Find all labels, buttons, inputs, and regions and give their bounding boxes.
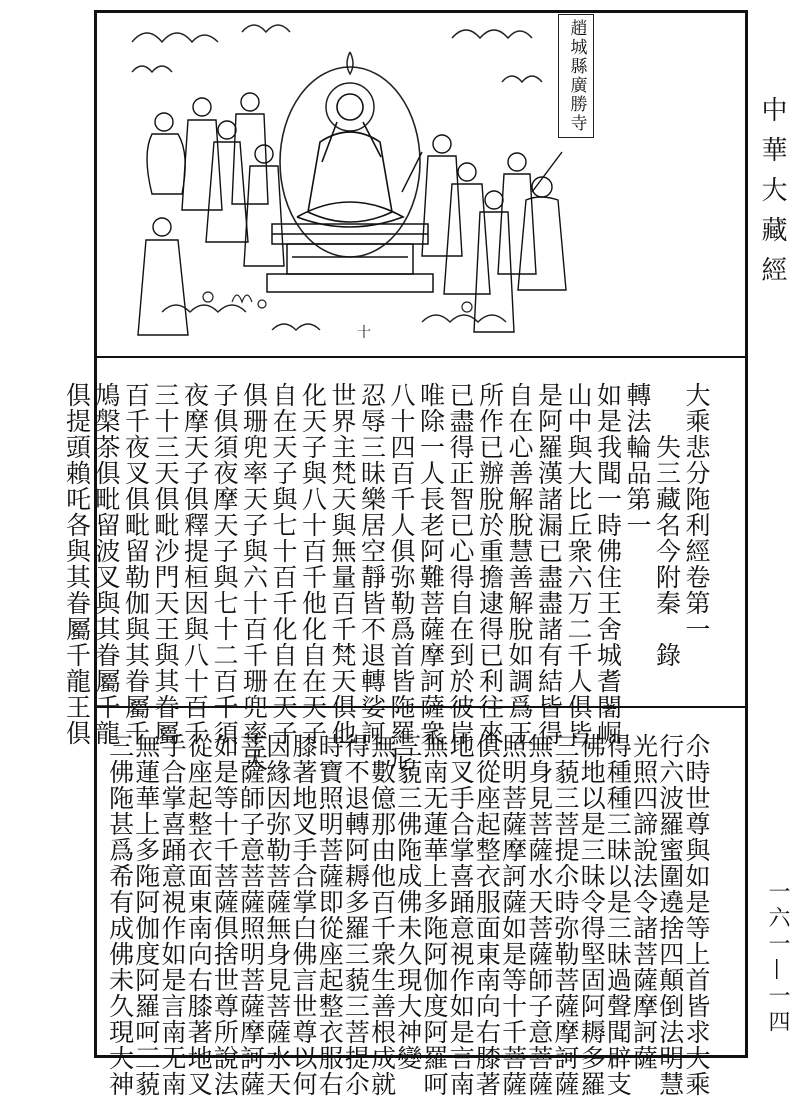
text-column: 照明菩薩摩訶薩如是等十千菩薩 [498, 733, 528, 1097]
woodblock-illustration [122, 12, 598, 344]
text-column: 所作已辦脫於重擔逮得已利往來 [475, 382, 505, 746]
text-column: 轉法輪品第一 [623, 382, 652, 538]
text-column: 子俱須夜摩天子與七十二百千須 [210, 382, 239, 746]
collection-title: 中華大藏經 [757, 96, 787, 296]
text-column: 三藐三佛陁成佛未久現大神變 [393, 733, 423, 1071]
text-column: 夜摩天子俱釋提桓因與八十百千 [180, 382, 210, 746]
text-column: 是阿羅漢諸漏已盡盡諸有結皆得 [534, 382, 564, 746]
text-column: 地叉手合掌喜踊意視作如是言南 [446, 733, 476, 1097]
text-column: 山中與大比丘衆六万二千人俱皆 [564, 382, 593, 746]
text-column: 無南无蓮華上多陁阿伽度阿羅呵 [420, 733, 449, 1097]
text-column: 無蓮華上多陁阿伽度阿羅呵三藐 [131, 733, 161, 1097]
page-number: 一六一—一四 [765, 880, 790, 1036]
text-column: 如是等十千菩薩俱捨世尊所說法 [210, 733, 240, 1097]
text-column: 自在心善解脫慧善解脫如調爲王 [505, 382, 534, 746]
text-column: 大乘悲分陁利經卷第一 [682, 382, 711, 642]
text-column: 俱珊兜率天子與六十百千珊兜率天 [239, 382, 269, 772]
text-column: 得不退轉阿耨多羅三藐三菩提尒 [341, 733, 371, 1097]
text-column: 俱提頭賴吒各與其眷屬千龍王俱 [62, 382, 92, 746]
temple-inscription: 趙城縣廣勝寺 [566, 19, 587, 133]
text-column: 手合掌喜踊意視作如是言南无南 [158, 733, 187, 1097]
text-column: 時寶照明菩薩即從座起整衣服右 [315, 733, 345, 1097]
temple-inscription-plaque [558, 14, 594, 138]
text-column: 尒時世尊與如是等上首皆求大乘 [682, 733, 711, 1097]
text-column: 行六波羅蜜圍遶捨四顛倒法明慧 [655, 733, 685, 1097]
text-column: 俱從座起整衣服面東南向右膝著 [472, 733, 502, 1097]
text-column: 忍辱三昧樂居空靜皆不退轉娑訶 [357, 382, 387, 746]
text-column: 三十三天俱毗沙門天王與其眷屬 [151, 382, 180, 746]
text-column: 自在天子與七十百千化自在天子 [269, 382, 298, 746]
text-column: 無數億那由他百千衆生善根成就 [367, 733, 397, 1097]
text-column: 百千夜叉俱毗留勒伽與其眷屬千 [121, 382, 151, 746]
text-column: 已盡得正智已心得自在到於彼岸 [446, 382, 475, 746]
text-column: 化天子與八十百千他化自在天子 [298, 382, 328, 746]
text-column: 從座起整衣面東南向右膝著地叉 [184, 733, 214, 1097]
text-column: 佛地以是三昧令得堅固阿耨多羅 [577, 733, 607, 1097]
text-column: 因緣因弥勒菩薩無身見菩薩水天 [262, 733, 292, 1097]
text-column: 世界主梵天與無量百千梵天俱他 [328, 382, 357, 746]
text-column: 得種種三昧以是三昧過聲聞辟支 [603, 733, 633, 1097]
text-column: 如是我聞一時佛住王舍城耆闍崛 [593, 382, 623, 746]
text-column: 鳩槃茶俱毗留波叉與其眷屬千龍 [92, 382, 121, 746]
svg-text:十: 十 [357, 325, 371, 341]
text-column: 失三藏名今附秦 錄 [652, 382, 682, 668]
text-column: 無身見菩薩水天菩薩師子意菩薩 [524, 733, 554, 1097]
text-column: 膝著地叉手合掌白佛言世尊以何 [289, 733, 318, 1097]
text-column: 八十四百千人俱弥勒爲首皆陁羅尼 [387, 382, 416, 772]
divider-top [97, 356, 745, 358]
preaching-buddha-scene [122, 12, 598, 344]
text-column: 三佛陁甚爲希有成佛未久現大神 [105, 733, 135, 1097]
text-column: 三藐三菩提尒時弥勒菩薩摩訶薩 [551, 733, 580, 1097]
text-column: 唯除一人長老阿難菩薩摩訶薩衆 [416, 382, 446, 746]
text-column: 菩薩師子意菩薩照明菩薩摩訶薩 [236, 733, 266, 1097]
text-column: 光照四諦說法令諸菩薩摩訶薩 [629, 733, 659, 1071]
